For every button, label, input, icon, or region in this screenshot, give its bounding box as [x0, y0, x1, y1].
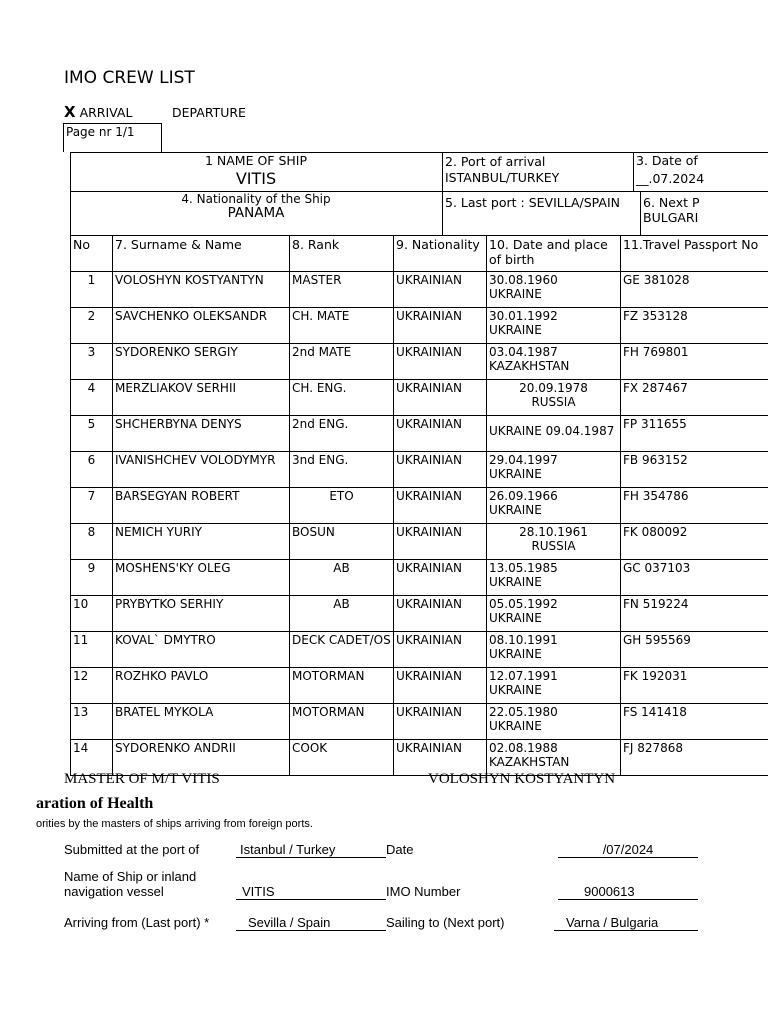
cell-passport — [621, 524, 768, 560]
row-passport: FB 963152 — [623, 453, 688, 467]
arriving-value-text: Sevilla / Spain — [248, 915, 331, 930]
row-rank: CH. ENG. — [292, 381, 347, 395]
row-birth-place: KAZAKHSTAN — [489, 359, 570, 373]
next-port-value: BULGARI — [643, 210, 699, 225]
cell-name — [113, 416, 290, 452]
row-name: MERZLIAKOV SERHII — [115, 381, 237, 395]
row-rank: AB — [333, 597, 350, 611]
health-title: aration of Health — [36, 795, 154, 812]
date-value: __.07.2024 — [636, 171, 705, 186]
ship-field-value — [236, 884, 386, 900]
cell-passport — [621, 704, 768, 740]
cell-name — [113, 632, 290, 668]
imo-value-text: 9000613 — [584, 884, 635, 899]
row-passport: FZ 353128 — [623, 309, 688, 323]
ship-label-2: navigation vessel — [64, 884, 164, 899]
document-title: IMO CREW LIST — [64, 68, 195, 88]
imo-value — [558, 884, 698, 900]
port-arrival-value: ISTANBUL/TURKEY — [445, 170, 560, 185]
row-birth-date: 13.05.1985 — [489, 561, 558, 575]
row-name: BARSEGYAN ROBERT — [115, 489, 240, 503]
cell-passport — [621, 452, 768, 488]
cell-no — [71, 452, 113, 488]
row-nationality: UKRAINIAN — [396, 561, 462, 575]
page-number-box — [63, 123, 162, 152]
cell-no — [71, 344, 113, 380]
cell-passport — [621, 560, 768, 596]
date-field-value: /07/2024 — [558, 842, 698, 858]
table-row — [71, 524, 768, 560]
cell-rank — [290, 272, 394, 308]
row-birth-date: 30.01.1992 — [489, 309, 558, 323]
cell-passport — [621, 272, 768, 308]
row-no: 2 — [87, 309, 96, 323]
cell-nationality — [394, 632, 487, 668]
cell-passport — [621, 668, 768, 704]
cell-rank — [290, 560, 394, 596]
row-name: SHCHERBYNA DENYS — [115, 417, 242, 431]
row-nationality: UKRAINIAN — [396, 345, 462, 359]
table-row — [71, 560, 768, 596]
row-nationality: UKRAINIAN — [396, 633, 462, 647]
row-no: 6 — [87, 453, 96, 467]
cell-name — [113, 488, 290, 524]
cell-no — [71, 560, 113, 596]
last-port-label: 5. Last port : SEVILLA/SPAIN — [445, 195, 620, 210]
table-row — [71, 704, 768, 740]
cell-birth — [487, 452, 621, 488]
row-passport: FS 141418 — [623, 705, 687, 719]
row-no: 13 — [73, 705, 89, 719]
cell-name — [113, 380, 290, 416]
row-rank: ETO — [329, 489, 354, 503]
table-row — [71, 632, 768, 668]
row-no: 10 — [73, 597, 89, 611]
row-no: 14 — [73, 741, 89, 755]
row-name: VOLOSHYN KOSTYANTYN — [115, 273, 264, 287]
cell-nationality — [394, 560, 487, 596]
col-no: No — [71, 236, 113, 272]
cell-rank — [290, 596, 394, 632]
cell-no — [71, 668, 113, 704]
row-passport: GC 037103 — [623, 561, 691, 575]
ship-label-1: Name of Ship or inland — [64, 869, 197, 884]
arrival-mark: X — [64, 103, 76, 121]
row-passport: FX 287467 — [623, 381, 688, 395]
row-birth-place: UKRAINE — [489, 683, 542, 697]
table-row — [71, 596, 768, 632]
next-port-label: 6. Next P — [643, 195, 700, 210]
cell-name — [113, 704, 290, 740]
cell-nationality — [394, 488, 487, 524]
row-birth-date: 05.05.1992 — [489, 597, 558, 611]
cell-rank — [290, 704, 394, 740]
row-birth-place: UKRAINE — [489, 575, 542, 589]
table-row — [71, 488, 768, 524]
cell-nationality — [394, 704, 487, 740]
row-birth-place: UKRAINE — [489, 287, 542, 301]
row-birth-place: UKRAINE — [489, 503, 542, 517]
row-passport: FJ 827868 — [623, 741, 684, 755]
cell-nationality — [394, 416, 487, 452]
row-rank: CH. MATE — [292, 309, 350, 323]
row-birth-place: RUSSIA — [531, 395, 576, 409]
cell-no — [71, 380, 113, 416]
crew-table-header — [71, 236, 768, 272]
date-field-label: Date — [386, 842, 414, 857]
health-subtitle: orities by the masters of ships arriving from foreign ports. — [36, 818, 313, 830]
cell-nationality — [394, 344, 487, 380]
row-nationality: UKRAINIAN — [396, 381, 462, 395]
col-nationality: 9. Nationality — [394, 236, 487, 272]
cell-no — [71, 704, 113, 740]
nationality-value: PANAMA — [227, 205, 285, 221]
row-nationality: UKRAINIAN — [396, 489, 462, 503]
cell-no — [71, 632, 113, 668]
cell-name — [113, 668, 290, 704]
row-birth-place: UKRAINE — [489, 647, 542, 661]
arrival-option — [64, 103, 132, 121]
cell-name — [113, 344, 290, 380]
cell-birth — [487, 560, 621, 596]
table-row — [71, 308, 768, 344]
col-rank: 8. Rank — [290, 236, 394, 272]
cell-name — [113, 524, 290, 560]
arriving-label: Arriving from (Last port) * — [64, 915, 210, 930]
row-passport: GH 595569 — [623, 633, 691, 647]
cell-no — [71, 308, 113, 344]
cell-birth — [487, 524, 621, 560]
table-row — [71, 344, 768, 380]
row-birth-place: RUSSIA — [531, 539, 576, 553]
cell-nationality — [394, 596, 487, 632]
cell-rank — [290, 740, 394, 776]
row-name: PRYBYTKO SERHIY — [115, 597, 224, 611]
row-rank: MOTORMAN — [292, 705, 365, 719]
row-passport: FP 311655 — [623, 417, 687, 431]
cell-birth — [487, 308, 621, 344]
row-rank: AB — [333, 561, 350, 575]
port-arrival-label: 2. Port of arrival — [445, 154, 546, 169]
row-birth-date: 22.05.1980 — [489, 705, 558, 719]
cell-name — [113, 308, 290, 344]
cell-rank — [290, 416, 394, 452]
row-birth-place: UKRAINE — [489, 467, 542, 481]
row-birth-date: 12.07.1991 — [489, 669, 558, 683]
imo-label: IMO Number — [386, 884, 461, 899]
cell-no — [71, 524, 113, 560]
table-row — [71, 416, 768, 452]
header-line-div2 — [633, 152, 634, 191]
row-birth-date: 28.10.1961 — [519, 525, 588, 539]
cell-passport — [621, 308, 768, 344]
row-name: SAVCHENKO OLEKSANDR — [115, 309, 268, 323]
cell-rank — [290, 632, 394, 668]
cell-rank — [290, 524, 394, 560]
cell-birth — [487, 344, 621, 380]
row-rank: MASTER — [292, 273, 342, 287]
nationality-label: 4. Nationality of the Ship — [181, 192, 331, 206]
row-no: 4 — [87, 381, 96, 395]
row-name: SYDORENKO ANDRII — [115, 741, 236, 755]
row-birth-date: 08.10.1991 — [489, 633, 558, 647]
row-rank: DECK CADET/OS — [292, 633, 391, 647]
row-birth-place: UKRAINE — [489, 323, 542, 337]
row-passport: FK 192031 — [623, 669, 688, 683]
row-name: MOSHENS'KY OLEG — [115, 561, 231, 575]
sailing-label: Sailing to (Next port) — [386, 915, 505, 930]
cell-name — [113, 560, 290, 596]
col-passport: 11.Travel Passport No — [621, 236, 768, 272]
cell-passport — [621, 344, 768, 380]
row-birth-date: 02.08.1988 — [489, 741, 558, 755]
cell-birth — [487, 488, 621, 524]
row-no: 1 — [87, 273, 96, 287]
cell-no — [71, 488, 113, 524]
cell-rank — [290, 344, 394, 380]
departure-label: DEPARTURE — [172, 105, 246, 120]
cell-nationality — [394, 452, 487, 488]
arrival-label: ARRIVAL — [79, 105, 133, 120]
row-name: NEMICH YURIY — [115, 525, 202, 539]
cell-nationality — [394, 380, 487, 416]
crew-table — [70, 235, 768, 776]
cell-passport — [621, 740, 768, 776]
row-nationality: UKRAINIAN — [396, 669, 462, 683]
cell-nationality — [394, 524, 487, 560]
date-label: 3. Date of — [636, 153, 698, 168]
cell-passport — [621, 632, 768, 668]
row-passport: GE 381028 — [623, 273, 690, 287]
row-no: 8 — [87, 525, 96, 539]
table-row — [71, 272, 768, 308]
row-rank: MOTORMAN — [292, 669, 365, 683]
cell-passport — [621, 416, 768, 452]
header-line-div3 — [640, 191, 641, 235]
cell-birth — [487, 272, 621, 308]
row-nationality: UKRAINIAN — [396, 273, 462, 287]
row-nationality: UKRAINIAN — [396, 309, 462, 323]
row-no: 7 — [87, 489, 96, 503]
cell-birth — [487, 416, 621, 452]
cell-rank — [290, 452, 394, 488]
header-line-div1 — [442, 152, 443, 235]
row-passport: FH 769801 — [623, 345, 689, 359]
row-nationality: UKRAINIAN — [396, 525, 462, 539]
cell-name — [113, 596, 290, 632]
row-birth-date: 03.04.1987 — [489, 345, 558, 359]
cell-no — [71, 596, 113, 632]
arriving-value — [236, 915, 386, 931]
cell-rank — [290, 380, 394, 416]
page-number: Page nr 1/1 — [66, 125, 135, 139]
cell-birth — [487, 596, 621, 632]
cell-nationality — [394, 668, 487, 704]
row-nationality: UKRAINIAN — [396, 453, 462, 467]
row-passport: FK 080092 — [623, 525, 688, 539]
row-birth-place: UKRAINE — [489, 719, 542, 733]
table-row — [71, 380, 768, 416]
crew-table-body — [71, 272, 768, 776]
col-birth: 10. Date and place of birth — [487, 236, 621, 272]
cell-no — [71, 416, 113, 452]
row-no: 9 — [87, 561, 96, 575]
row-birth-date: UKRAINE 09.04.1987 — [489, 424, 615, 438]
row-birth-place: KAZAKHSTAN — [489, 755, 570, 769]
row-name: SYDORENKO SERGIY — [115, 345, 238, 359]
table-row — [71, 668, 768, 704]
submitted-label: Submitted at the port of — [64, 842, 200, 857]
sailing-value — [554, 915, 698, 931]
row-rank: 2nd ENG. — [292, 417, 349, 431]
cell-passport — [621, 380, 768, 416]
submitted-value-text: Istanbul / Turkey — [240, 842, 336, 857]
cell-nationality — [394, 308, 487, 344]
row-no: 5 — [87, 417, 96, 431]
cell-rank — [290, 308, 394, 344]
row-rank: COOK — [292, 741, 328, 755]
row-passport: FH 354786 — [623, 489, 689, 503]
master-label: MASTER OF M/T VITIS — [64, 771, 220, 787]
row-name: KOVAL` DMYTRO — [115, 633, 216, 647]
ship-field-text: VITIS — [242, 884, 275, 899]
row-no: 11 — [73, 633, 89, 647]
row-passport: FN 519224 — [623, 597, 689, 611]
sailing-value-text: Varna / Bulgaria — [566, 915, 659, 930]
row-rank: 3nd ENG. — [292, 453, 349, 467]
row-nationality: UKRAINIAN — [396, 741, 462, 755]
cell-passport — [621, 488, 768, 524]
submitted-value — [236, 842, 386, 858]
cell-no — [71, 272, 113, 308]
row-nationality: UKRAINIAN — [396, 417, 462, 431]
master-name: VOLOSHYN KOSTYANTYN — [428, 771, 616, 787]
row-no: 3 — [87, 345, 96, 359]
cell-nationality — [394, 272, 487, 308]
row-birth-date: 26.09.1966 — [489, 489, 558, 503]
row-birth-date: 20.09.1978 — [519, 381, 588, 395]
ship-name-value: VITIS — [235, 169, 277, 188]
cell-birth — [487, 632, 621, 668]
row-birth-date: 30.08.1960 — [489, 273, 558, 287]
cell-passport — [621, 596, 768, 632]
row-birth-date: 29.04.1997 — [489, 453, 558, 467]
cell-rank — [290, 488, 394, 524]
row-birth-place: UKRAINE — [489, 611, 542, 625]
cell-rank — [290, 668, 394, 704]
table-row — [71, 452, 768, 488]
cell-birth — [487, 380, 621, 416]
ship-name-label: 1 NAME OF SHIP — [204, 153, 308, 168]
row-rank: 2nd MATE — [292, 345, 352, 359]
row-no: 12 — [73, 669, 89, 683]
row-name: ROZHKO PAVLO — [115, 669, 209, 683]
row-name: BRATEL MYKOLA — [115, 705, 214, 719]
col-name: 7. Surname & Name — [113, 236, 290, 272]
cell-name — [113, 272, 290, 308]
row-name: IVANISHCHEV VOLODYMYR — [115, 453, 276, 467]
cell-name — [113, 452, 290, 488]
cell-birth — [487, 704, 621, 740]
row-nationality: UKRAINIAN — [396, 705, 462, 719]
row-nationality: UKRAINIAN — [396, 597, 462, 611]
cell-birth — [487, 668, 621, 704]
row-rank: BOSUN — [292, 525, 335, 539]
